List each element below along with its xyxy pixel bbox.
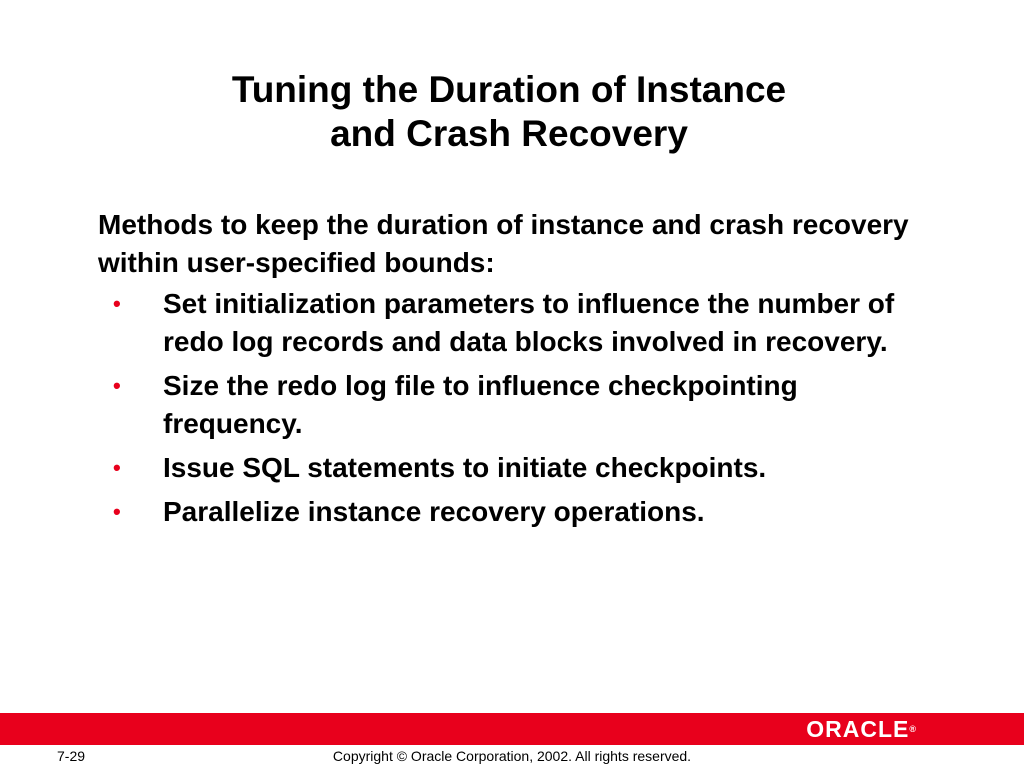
bullet-item bbox=[98, 493, 918, 531]
oracle-logo-text: ORACLE bbox=[806, 716, 910, 742]
bullet-list bbox=[98, 285, 918, 531]
bullet-text: Issue SQL statements to initiate checkpoints. bbox=[163, 452, 767, 483]
bullet-text: Parallelize instance recovery operations. bbox=[163, 496, 705, 527]
slide-title-line-2: and Crash Recovery bbox=[330, 113, 688, 154]
bullet-icon: • bbox=[113, 291, 121, 316]
bullet-icon: • bbox=[113, 455, 121, 480]
bullet-text: Set initialization parameters to influence the number of redo log records and data blocks involved in recovery. bbox=[163, 288, 895, 357]
bullet-item bbox=[98, 367, 918, 443]
bullet-text: Size the redo log file to influence checkpointing frequency. bbox=[163, 370, 798, 439]
slide-title-line-1: Tuning the Duration of Instance bbox=[231, 69, 787, 110]
bullet-item bbox=[98, 449, 918, 487]
page-number: 7-29 bbox=[57, 748, 86, 764]
oracle-logo bbox=[806, 717, 916, 741]
slide-title bbox=[0, 68, 1018, 156]
slide-body bbox=[98, 206, 918, 537]
intro-text: Methods to keep the duration of instance and crash recovery within user-specified bounds: bbox=[98, 209, 909, 278]
registered-mark-icon: ® bbox=[909, 724, 916, 734]
bullet-icon: • bbox=[113, 373, 121, 398]
bullet-icon: • bbox=[113, 499, 121, 524]
copyright-text: Copyright © Oracle Corporation, 2002. All rights reserved. bbox=[332, 748, 692, 764]
footer-bar bbox=[0, 713, 1024, 745]
bullet-item bbox=[98, 285, 918, 361]
